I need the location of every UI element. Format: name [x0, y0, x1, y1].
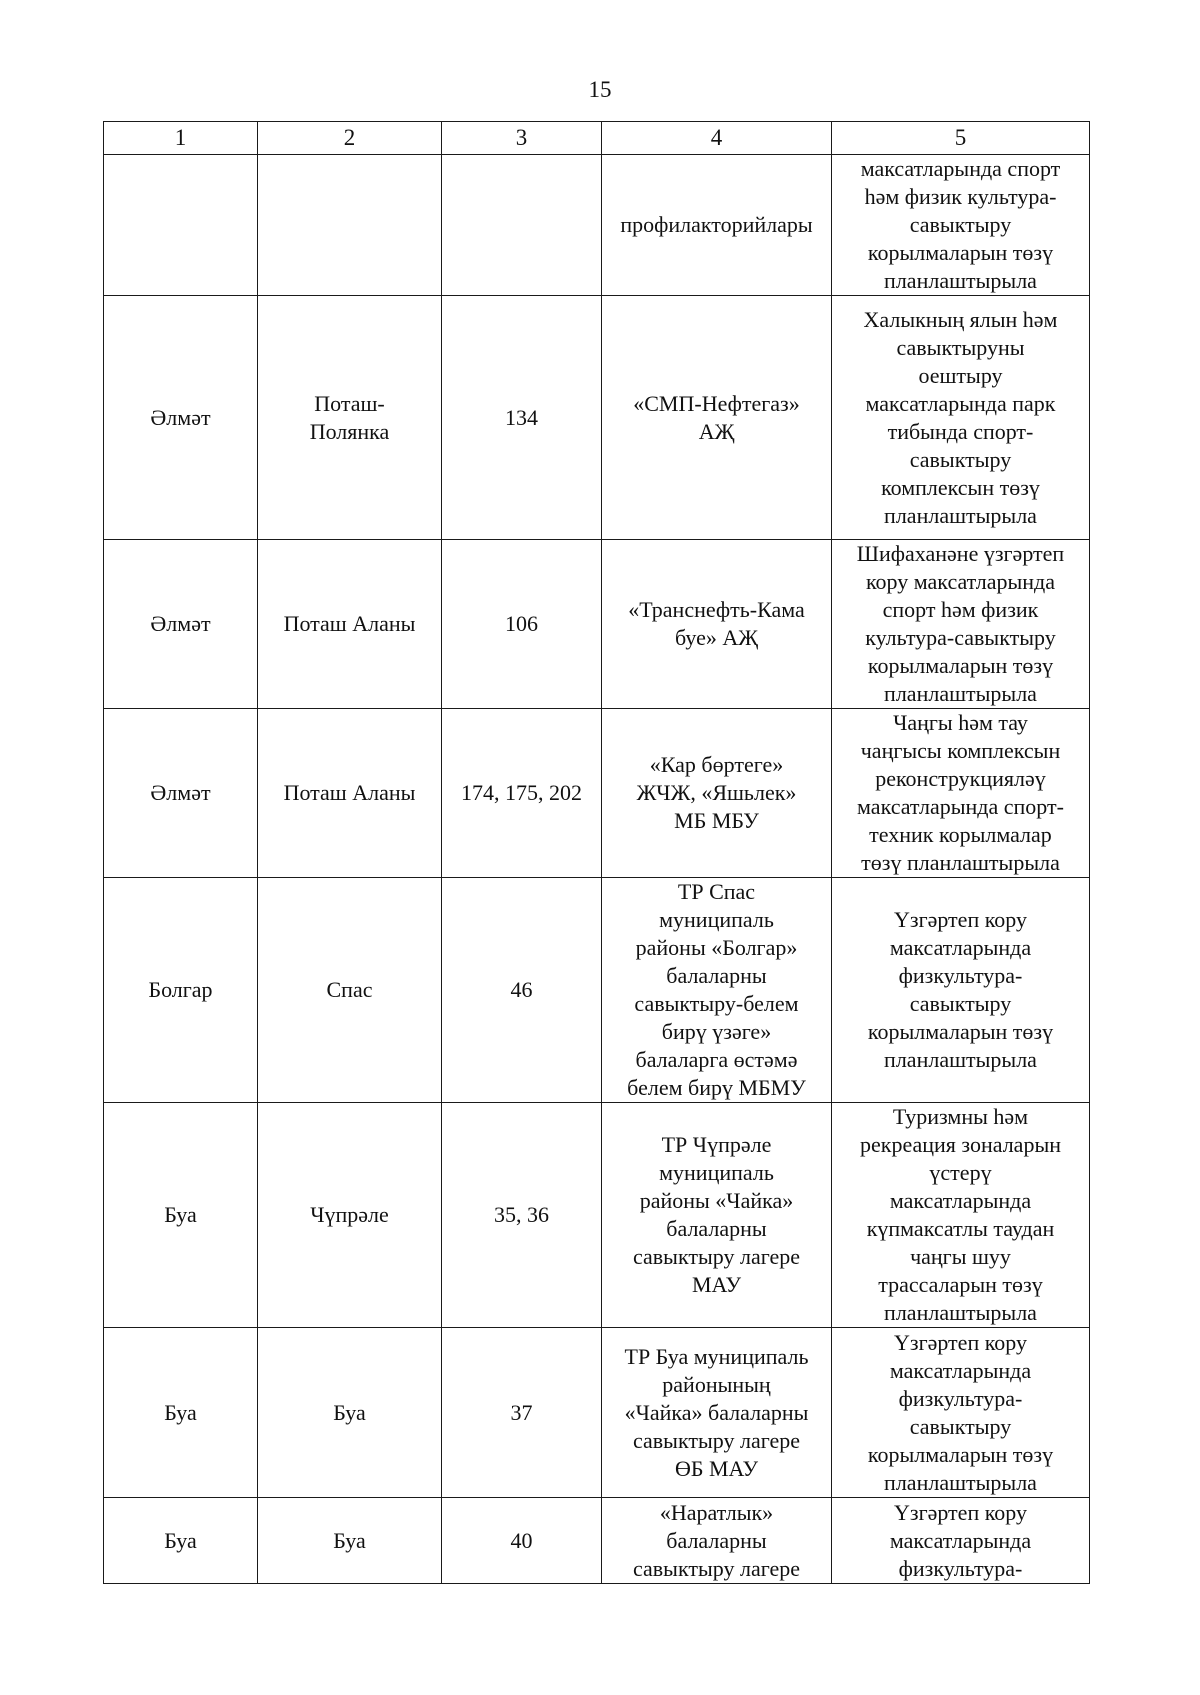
table-cell: Буа — [104, 1498, 258, 1584]
table-cell: «Кар бөртеге» ЖЧЖ, «Яшьлек» МБ МБУ — [602, 709, 832, 878]
table-cell: Поташ Аланы — [258, 709, 442, 878]
table-cell: Үзгәртеп кору максатларында физкультура- савыктыру корылмаларын төзү планлаштырыла — [832, 1328, 1090, 1498]
table-row — [104, 296, 1090, 540]
table-cell: максатларында спорт һәм физик культура- савыктыру корылмаларын төзү планлаштырыла — [832, 155, 1090, 296]
table-cell: «СМП-Нефтегаз» АҖ — [602, 296, 832, 540]
page-number: 15 — [588, 77, 612, 102]
header-row — [104, 122, 1090, 155]
column-header-5: 5 — [832, 122, 1090, 155]
table-cell: 40 — [442, 1498, 602, 1584]
table-cell: Шифаханәне үзгәртеп кору максатларында спорт һәм физик культура-савыктыру корылмаларын төзү планлаштырыла — [832, 540, 1090, 709]
table-cell: «Наратлык» балаларны савыктыру лагере — [602, 1498, 832, 1584]
table-cell: Спас — [258, 878, 442, 1103]
table-cell: Буа — [104, 1103, 258, 1328]
table-cell: 35, 36 — [442, 1103, 602, 1328]
table-cell: 134 — [442, 296, 602, 540]
column-header-2: 2 — [258, 122, 442, 155]
table-cell: Буа — [258, 1328, 442, 1498]
table-cell: Туризмны һәм рекреация зоналарын үстерү максатларында күпмаксатлы таудан чаңгы шуу трассаларын төзү планлаштырыла — [832, 1103, 1090, 1328]
table-cell: 37 — [442, 1328, 602, 1498]
data-table — [103, 121, 1090, 1584]
table-cell: Поташ- Полянка — [258, 296, 442, 540]
table-cell: Әлмәт — [104, 540, 258, 709]
column-header-1: 1 — [104, 122, 258, 155]
table-cell: ТР Чүпрәле муниципаль районы «Чайка» балаларны савыктыру лагере МАУ — [602, 1103, 832, 1328]
table-cell: Чүпрәле — [258, 1103, 442, 1328]
table-row — [104, 1328, 1090, 1498]
table-cell: 106 — [442, 540, 602, 709]
table-row — [104, 540, 1090, 709]
table-row — [104, 878, 1090, 1103]
table-row — [104, 1498, 1090, 1584]
table-cell — [442, 155, 602, 296]
column-header-4: 4 — [602, 122, 832, 155]
table-cell: Үзгәртеп кору максатларында физкультура- — [832, 1498, 1090, 1584]
table-cell: профилакторийлары — [602, 155, 832, 296]
table-row — [104, 1103, 1090, 1328]
table-cell — [258, 155, 442, 296]
table-cell: ТР Буа муниципаль районының «Чайка» балаларны савыктыру лагере ӨБ МАУ — [602, 1328, 832, 1498]
table-cell: Әлмәт — [104, 296, 258, 540]
table-cell — [104, 155, 258, 296]
table-cell: Болгар — [104, 878, 258, 1103]
table-cell: Буа — [104, 1328, 258, 1498]
table-cell: ТР Спас муниципаль районы «Болгар» балаларны савыктыру-белем бирү үзәге» балаларга өстәмә белем бирү МБМУ — [602, 878, 832, 1103]
table-cell: Үзгәртеп кору максатларында физкультура- савыктыру корылмаларын төзү планлаштырыла — [832, 878, 1090, 1103]
table-cell: Буа — [258, 1498, 442, 1584]
table-cell: 46 — [442, 878, 602, 1103]
table-cell: Поташ Аланы — [258, 540, 442, 709]
table-cell: Чаңгы һәм тау чаңгысы комплексын реконструкцияләү максатларында спорт- техник корылмалар төзү планлаштырыла — [832, 709, 1090, 878]
table-row — [104, 155, 1090, 296]
table-cell: 174, 175, 202 — [442, 709, 602, 878]
table-row — [104, 709, 1090, 878]
table-cell: «Транснефть-Кама буе» АҖ — [602, 540, 832, 709]
column-header-3: 3 — [442, 122, 602, 155]
table-cell: Әлмәт — [104, 709, 258, 878]
table-cell: Халыкның ялын һәм савыктыруны оештыру максатларында парк тибында спорт- савыктыру комплексын төзү планлаштырыла — [832, 296, 1090, 540]
